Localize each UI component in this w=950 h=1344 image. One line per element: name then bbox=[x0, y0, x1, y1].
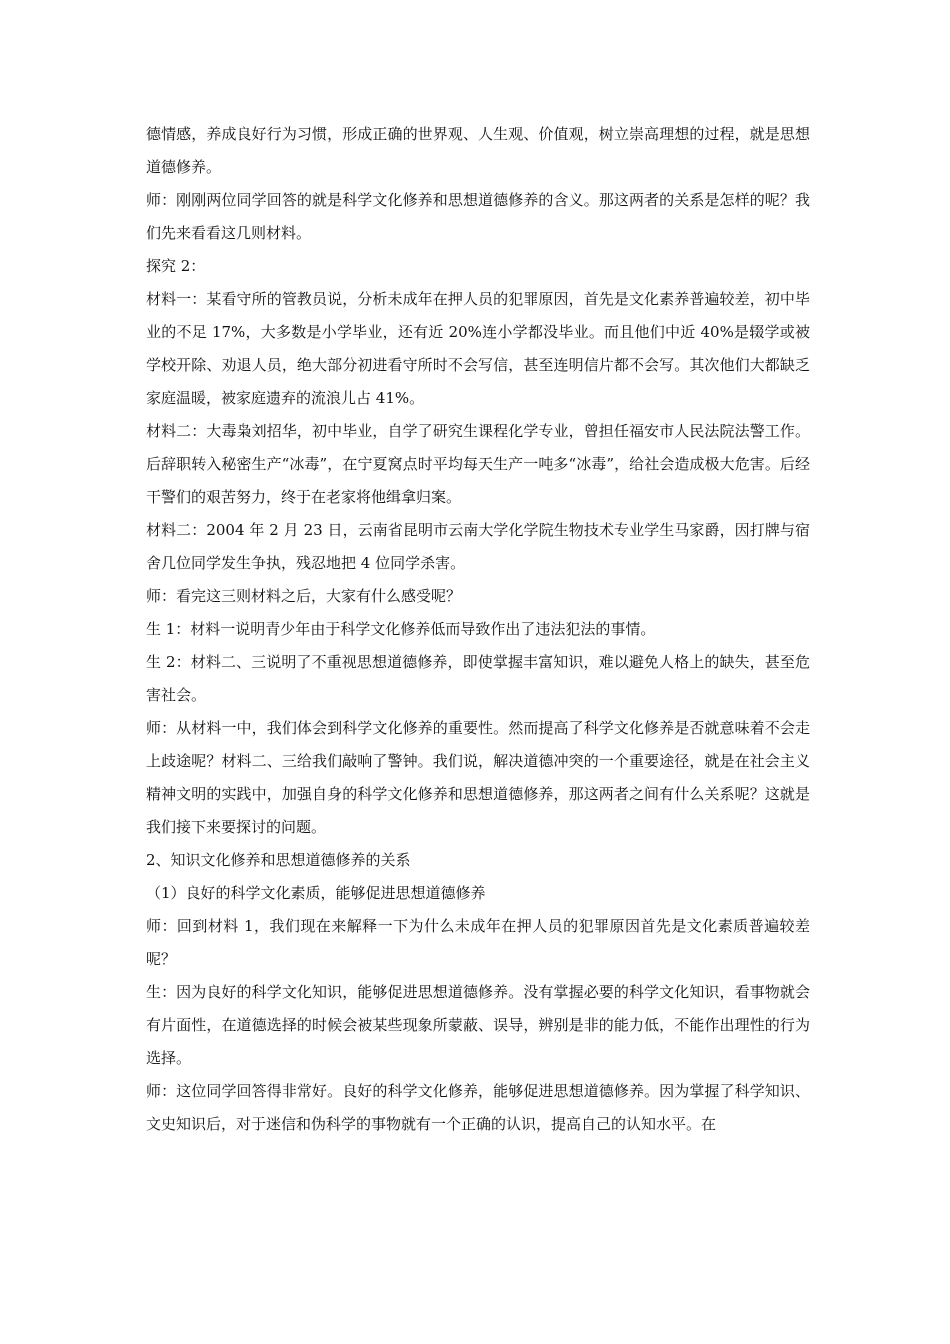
paragraph-10: 师：从材料一中，我们体会到科学文化修养的重要性。然而提高了科学文化修养是否就意味着不会走上歧途呢？材料二、三给我们敲响了警钟。我们说，解决道德冲突的一个重要途径，就是在社会主义精神文明的实践中，加强自身的科学文化修养和思想道德修养，那这两者之间有什么关系呢？这就是我们接下来要探讨的问题。 bbox=[146, 719, 810, 836]
paragraph-14: 生：因为良好的科学文化知识，能够促进思想道德修养。没有掌握必要的科学文化知识，看事物就会有片面性，在道德选择的时候会被某些现象所蒙蔽、误导，辨别是非的能力低，不能作出理性的行为选择。 bbox=[146, 983, 810, 1067]
paragraph-11: 2、知识文化修养和思想道德修养的关系 bbox=[146, 851, 411, 869]
paragraph-5: 材料二：大毒枭刘招华，初中毕业，自学了研究生课程化学专业，曾担任福安市人民法院法警工作。后辞职转入秘密生产“冰毒”，在宁夏窝点时平均每天生产一吨多“冰毒”，给社会造成极大危害。后经干警们的艰苦努力，终于在老家将他缉拿归案。 bbox=[146, 422, 810, 506]
document-body bbox=[146, 118, 810, 1141]
paragraph-7: 师：看完这三则材料之后，大家有什么感受呢？ bbox=[146, 587, 462, 605]
paragraph-6: 材料二：2004 年 2 月 23 日，云南省昆明市云南大学化学院生物技术专业学生马家爵，因打牌与宿舍几位同学发生争执，残忍地把 4 位同学杀害。 bbox=[146, 521, 810, 572]
paragraph-13: 师：回到材料 1，我们现在来解释一下为什么未成年在押人员的犯罪原因首先是文化素质普遍较差呢？ bbox=[146, 917, 810, 968]
paragraph-15: 师：这位同学回答得非常好。良好的科学文化修养，能够促进思想道德修养。因为掌握了科学知识、文史知识后，对于迷信和伪科学的事物就有一个正确的认识，提高自己的认知水平。在 bbox=[146, 1082, 810, 1133]
paragraph-1: 德情感，养成良好行为习惯，形成正确的世界观、人生观、价值观，树立崇高理想的过程，就是思想道德修养。 bbox=[146, 125, 810, 176]
paragraph-2: 师：刚刚两位同学回答的就是科学文化修养和思想道德修养的含义。那这两者的关系是怎样的呢？我们先来看看这几则材料。 bbox=[146, 191, 810, 242]
paragraph-9: 生 2：材料二、三说明了不重视思想道德修养，即使掌握丰富知识，难以避免人格上的缺失，甚至危害社会。 bbox=[146, 653, 810, 704]
paragraph-4: 材料一：某看守所的管教员说，分析未成年在押人员的犯罪原因，首先是文化素养普遍较差，初中毕业的不足 17%，大多数是小学毕业，还有近 20%连小学都没毕业。而且他们中近 40%是辍学或被学校开除、劝退人员，绝大部分初进看守所时不会写信，甚至连明信片都不会写。其次他们大都缺乏家庭温暖，被家庭遗弃的流浪儿占 41%。 bbox=[146, 290, 810, 407]
paragraph-3: 探究 2： bbox=[146, 257, 206, 275]
paragraph-8: 生 1：材料一说明青少年由于科学文化修养低而导致作出了违法犯法的事情。 bbox=[146, 620, 656, 638]
paragraph-12: （1）良好的科学文化素质，能够促进思想道德修养 bbox=[146, 884, 486, 902]
